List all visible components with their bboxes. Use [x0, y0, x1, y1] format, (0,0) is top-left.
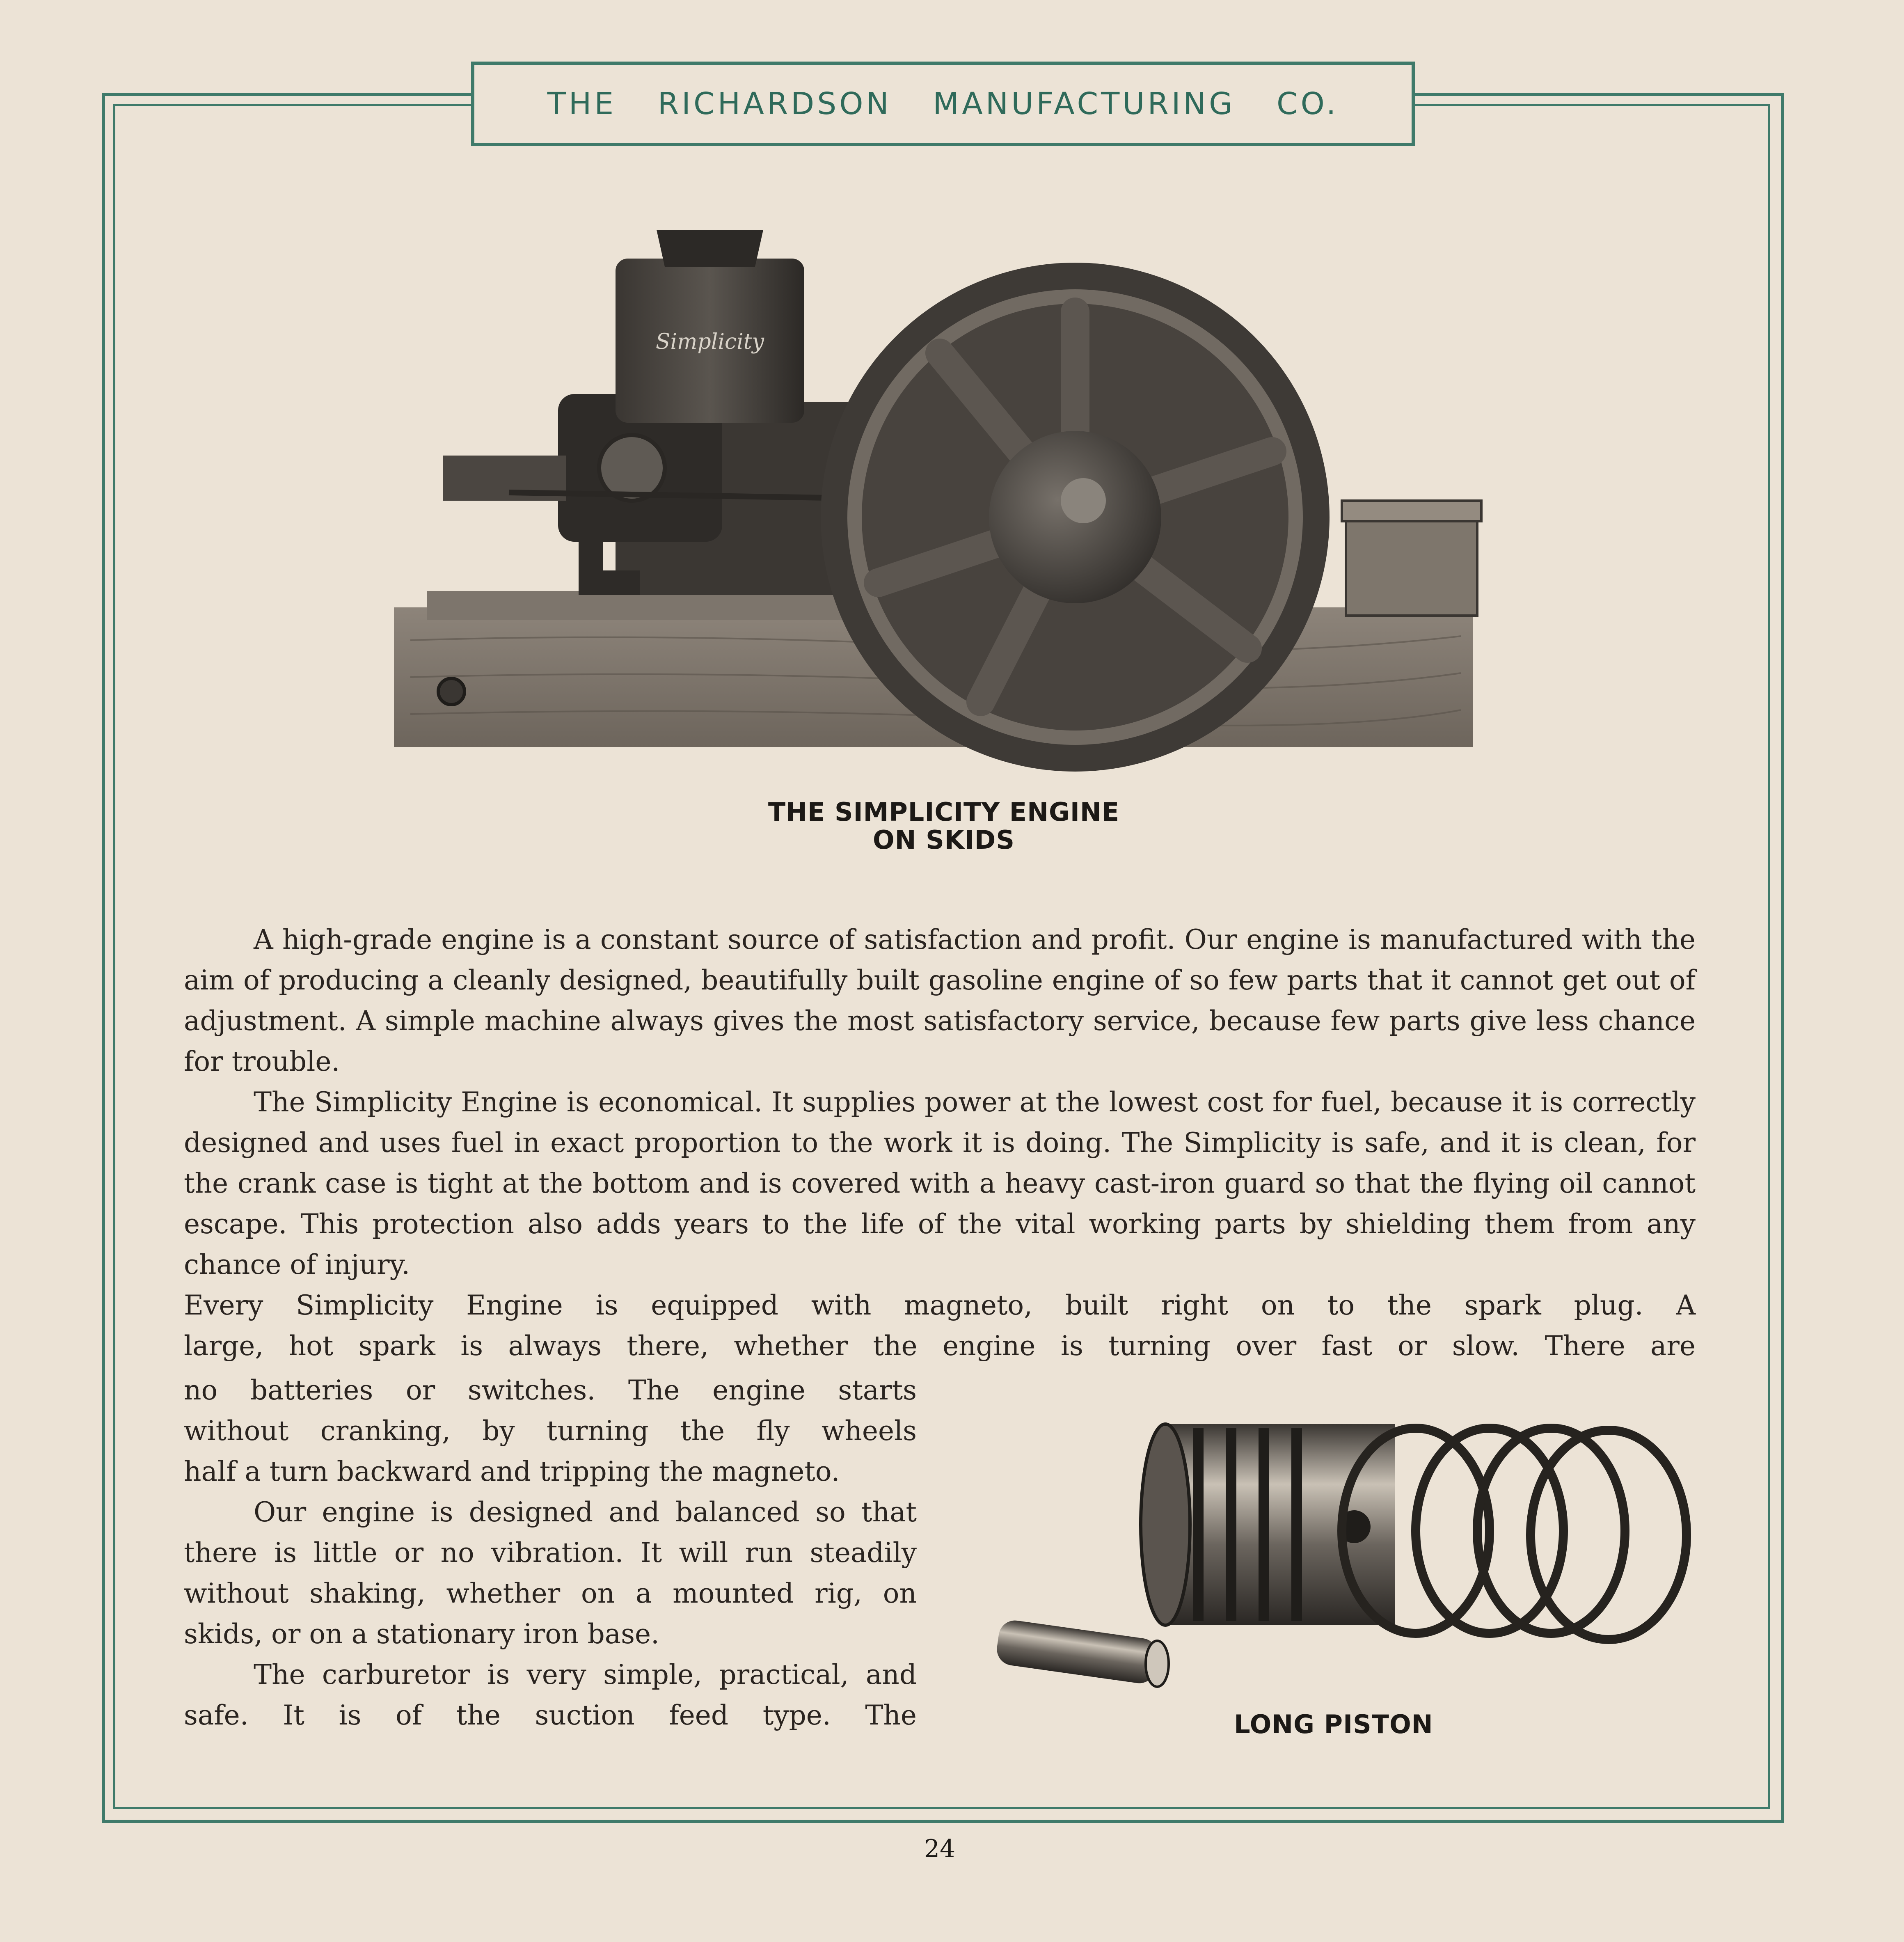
- bolt-head: [438, 678, 465, 705]
- paragraph-1: A high-grade engine is a constant source of satisfaction and profit. Our engine is manufactured with the aim of producing a cleanly designed, beautifully built gasoline engine of so few parts that it cannot get out of adjustment. A simple machine always gives the most satisfactory service, because few parts give less chance for trouble.: [184, 924, 1696, 1077]
- main-text: [184, 919, 1696, 1366]
- paragraph-2: The Simplicity Engine is economical. It supplies power at the lowest cost for fuel, because it is correctly designed and uses fuel in exact proportion to the work it is doing. The Simplicity is safe, and it is clean, for the crank case is tight at the bottom and is covered with a heavy cast-iron guard so that the flying oil cannot escape. This protection also adds years to the life of the vital working parts by shielding them from any chance of injury.: [184, 1086, 1696, 1280]
- paragraph-3-line-2: large, hot spark is always there, whether the engine is turning over fast or slow. There are: [184, 1330, 1696, 1362]
- wrist-pin: [995, 1618, 1169, 1687]
- tool-box: [1346, 509, 1477, 616]
- paragraph-3-line-5: half a turn backward and tripping the magneto.: [184, 1456, 840, 1487]
- piston-caption: LONG PISTON: [1234, 1709, 1433, 1739]
- engine-caption-line1: THE SIMPLICITY ENGINE: [768, 797, 1120, 827]
- engine-illustration: [386, 205, 1494, 780]
- paragraph-3-start: [184, 1285, 1696, 1326]
- company-name: THE RICHARDSON MANUFACTURING CO.: [547, 86, 1339, 121]
- paragraph-3-line-1: Every Simplicity Engine is equipped with magneto, built right on to the spark plug. A: [184, 1289, 1696, 1321]
- header-box: [471, 62, 1415, 146]
- paragraph-3-line-4: without cranking, by turning the fly wheels: [184, 1415, 917, 1447]
- left-column-text: [184, 1370, 917, 1736]
- engine-caption: [533, 798, 1354, 854]
- paragraph-5: The carburetor is very simple, practical, and safe. It is of the suction feed type. The: [184, 1659, 917, 1731]
- paragraph-3-line-3: no batteries or switches. The engine starts: [184, 1374, 917, 1406]
- brand-plate: Simplicity: [655, 330, 764, 354]
- skid-crossbar: [427, 591, 858, 620]
- page-number: 24: [924, 1834, 956, 1863]
- paragraph-4: Our engine is designed and balanced so that there is little or no vibration. It will run steadily without shaking, whether on a mounted rig, on skids, or on a stationary iron base.: [184, 1496, 917, 1650]
- flywheel: [821, 263, 1330, 772]
- engine-caption-line2: ON SKIDS: [872, 825, 1015, 855]
- piston-illustration: [985, 1412, 1699, 1707]
